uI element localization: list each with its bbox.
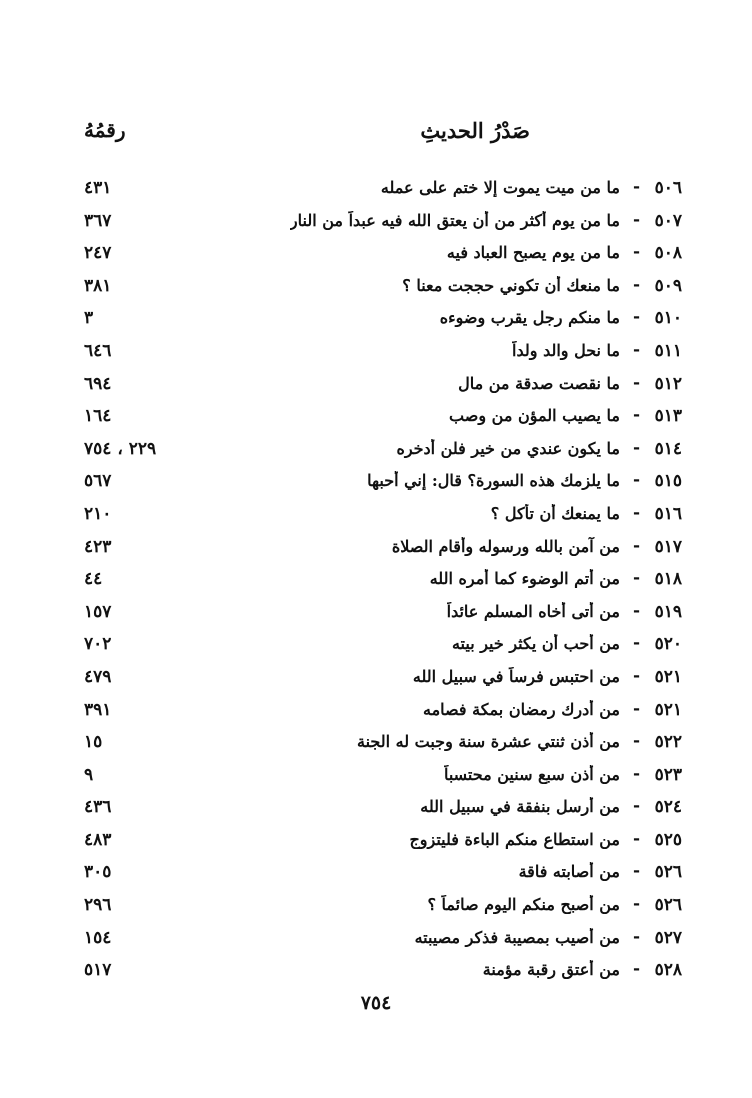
entry-reference-number: ٣٨١	[84, 275, 112, 296]
entry-index: ٥٢٢	[654, 732, 682, 753]
entry-text: ما يلزمك هذه السورة؟ قال: إني أحبها	[367, 471, 620, 491]
entry-reference-number: ٩	[84, 764, 94, 785]
list-item	[84, 828, 682, 861]
entry-dash: -	[632, 242, 640, 263]
list-item	[84, 437, 682, 470]
entry-dash: -	[632, 405, 640, 426]
entry-text: من أتى أخاه المسلم عائداً	[446, 601, 620, 621]
list-item	[84, 632, 682, 665]
entry-dash: -	[632, 828, 640, 849]
entry-index: ٥٢٦	[654, 895, 682, 916]
entry-text: ما يمنعك أن تأكل ؟	[490, 503, 620, 523]
entry-index: ٥٢٣	[654, 764, 682, 785]
entry-reference-number: ٤٤	[84, 569, 103, 590]
entry-index: ٥١٤	[654, 438, 682, 459]
entry-text: ما يكون عندي من خير فلن أدخره	[396, 438, 620, 458]
page-header	[0, 118, 752, 148]
list-item	[84, 860, 682, 893]
entry-reference-number: ٤٢٣	[84, 536, 112, 557]
entry-dash: -	[632, 535, 640, 556]
entry-text: من أصبح منكم اليوم صائماً ؟	[427, 895, 620, 915]
entry-text: ما منعك أن تكوني حججت معنا ؟	[402, 275, 620, 295]
entry-dash: -	[632, 796, 640, 817]
entry-text: من أذن ثنتي عشرة سنة وجبت له الجنة	[356, 732, 620, 752]
list-item	[84, 274, 682, 307]
list-item	[84, 763, 682, 796]
entry-reference-number: ٤٣٦	[84, 797, 112, 818]
entry-reference-number: ٤٨٣	[84, 829, 112, 850]
list-item	[84, 502, 682, 535]
entry-reference-number: ٥٦٧	[84, 471, 112, 492]
entry-index: ٥٢٦	[654, 862, 682, 883]
list-item	[84, 469, 682, 502]
entry-text: من أحب أن يكثر خير بيته	[451, 634, 620, 654]
entry-index: ٥١٨	[654, 569, 682, 590]
list-item	[84, 241, 682, 274]
entry-index: ٥١٢	[654, 373, 682, 394]
entry-reference-number: ٣٦٧	[84, 210, 112, 231]
entry-dash: -	[632, 339, 640, 360]
entry-text: من استطاع منكم الباءة فليتزوج	[409, 829, 620, 849]
entry-index: ٥٢١	[654, 699, 682, 720]
entry-reference-number: ٥١٧	[84, 960, 112, 981]
entry-dash: -	[632, 894, 640, 915]
entry-reference-number: ١٥٧	[84, 601, 112, 622]
entry-dash: -	[632, 437, 640, 458]
entry-dash: -	[632, 665, 640, 686]
list-item	[84, 176, 682, 209]
entry-index: ٥٢٧	[654, 927, 682, 948]
entry-text: ما يصيب المؤن من وصب	[449, 406, 620, 426]
entry-dash: -	[632, 926, 640, 947]
entry-text: من أتم الوضوء كما أمره الله	[429, 569, 620, 589]
list-item	[84, 209, 682, 242]
entry-index: ٥١٦	[654, 503, 682, 524]
entry-reference-number: ٢٩٦	[84, 895, 112, 916]
entry-index: ٥٢٠	[654, 634, 682, 655]
entry-text: من أصيب بمصيبة فذكر مصيبته	[414, 927, 620, 947]
column-title-number: رقمُهُ	[84, 118, 126, 142]
entry-dash: -	[632, 731, 640, 752]
entry-index: ٥١١	[654, 340, 682, 361]
entry-dash: -	[632, 600, 640, 621]
list-item	[84, 795, 682, 828]
entry-reference-number: ٤٧٩	[84, 666, 112, 687]
entry-text: ما من يوم أكثر من أن يعتق الله فيه عبداً من النار	[289, 210, 620, 230]
entry-index: ٥٠٩	[654, 275, 682, 296]
entry-reference-number: ١٥	[84, 732, 103, 753]
entry-dash: -	[632, 470, 640, 491]
entry-index: ٥٠٧	[654, 210, 682, 231]
entry-index: ٥١٣	[654, 406, 682, 427]
entry-dash: -	[632, 209, 640, 230]
list-item	[84, 698, 682, 731]
entry-dash: -	[632, 959, 640, 980]
entry-dash: -	[632, 307, 640, 328]
entry-index: ٥٢١	[654, 666, 682, 687]
entry-reference-number: ٢٤٧	[84, 243, 112, 264]
entry-reference-number: ٢١٠	[84, 503, 112, 524]
entry-dash: -	[632, 698, 640, 719]
entry-dash: -	[632, 633, 640, 654]
entry-text: ما منكم رجل يقرب وضوءه	[439, 308, 620, 328]
entry-index: ٥٠٦	[654, 178, 682, 198]
entry-dash: -	[632, 568, 640, 589]
entry-dash: -	[632, 274, 640, 295]
entry-index: ٥١٥	[654, 471, 682, 492]
entry-dash: -	[632, 177, 640, 197]
entry-text: من أذن سبع سنين محتسباً	[443, 764, 620, 784]
page-number: ٧٥٤	[360, 992, 392, 1014]
entry-text: ما نقصت صدقة من مال	[458, 373, 620, 393]
list-item	[84, 372, 682, 405]
hadith-index-list	[84, 176, 682, 991]
entry-index: ٥٢٤	[654, 797, 682, 818]
entry-index: ٥١٠	[654, 308, 682, 329]
entry-reference-number: ٦٤٦	[84, 340, 112, 361]
column-title-hadith-beginning: صَدْرُ الحديثِ	[420, 118, 530, 143]
list-item	[84, 893, 682, 926]
entry-reference-number: ٦٩٤	[84, 373, 112, 394]
entry-index: ٥١٧	[654, 536, 682, 557]
entry-text: من أصابته فاقة	[518, 862, 620, 882]
entry-reference-number: ٣	[84, 308, 94, 329]
entry-reference-number: ١٦٤	[84, 406, 112, 427]
list-item	[84, 926, 682, 959]
entry-index: ٥١٩	[654, 601, 682, 622]
entry-reference-number: ١٥٤	[84, 927, 112, 948]
entry-reference-number: ٤٣١	[84, 178, 112, 198]
entry-reference-number: ٧٠٢	[84, 634, 112, 655]
entry-text: من آمن بالله ورسوله وأقام الصلاة	[391, 536, 620, 556]
entry-text: ما من يوم يصبح العباد فيه	[446, 243, 620, 263]
entry-reference-number: ٣٠٥	[84, 862, 112, 883]
list-item	[84, 600, 682, 633]
list-item	[84, 339, 682, 372]
entry-dash: -	[632, 763, 640, 784]
entry-text: من أرسل بنفقة في سبيل الله	[420, 797, 620, 817]
list-item	[84, 665, 682, 698]
entry-dash: -	[632, 502, 640, 523]
entry-text: من أدرك رمضان بمكة فصامه	[423, 699, 620, 719]
entry-index: ٥٢٨	[654, 960, 682, 981]
entry-reference-number: ٣٩١	[84, 699, 112, 720]
list-item	[84, 567, 682, 600]
entry-text: من احتبس فرساً في سبيل الله	[412, 666, 620, 686]
entry-dash: -	[632, 861, 640, 882]
entry-index: ٥٠٨	[654, 243, 682, 264]
entry-text: من أعتق رقبة مؤمنة	[482, 960, 620, 980]
list-item	[84, 306, 682, 339]
entry-dash: -	[632, 372, 640, 393]
list-item	[84, 958, 682, 991]
list-item	[84, 535, 682, 568]
entry-text: ما نحل والد ولداً	[512, 340, 620, 360]
entry-reference-number: ٢٢٩ ، ٧٥٤	[84, 438, 157, 459]
entry-text: ما من ميت يموت إلا ختم على عمله	[380, 178, 620, 197]
list-item	[84, 404, 682, 437]
list-item	[84, 730, 682, 763]
entry-index: ٥٢٥	[654, 829, 682, 850]
